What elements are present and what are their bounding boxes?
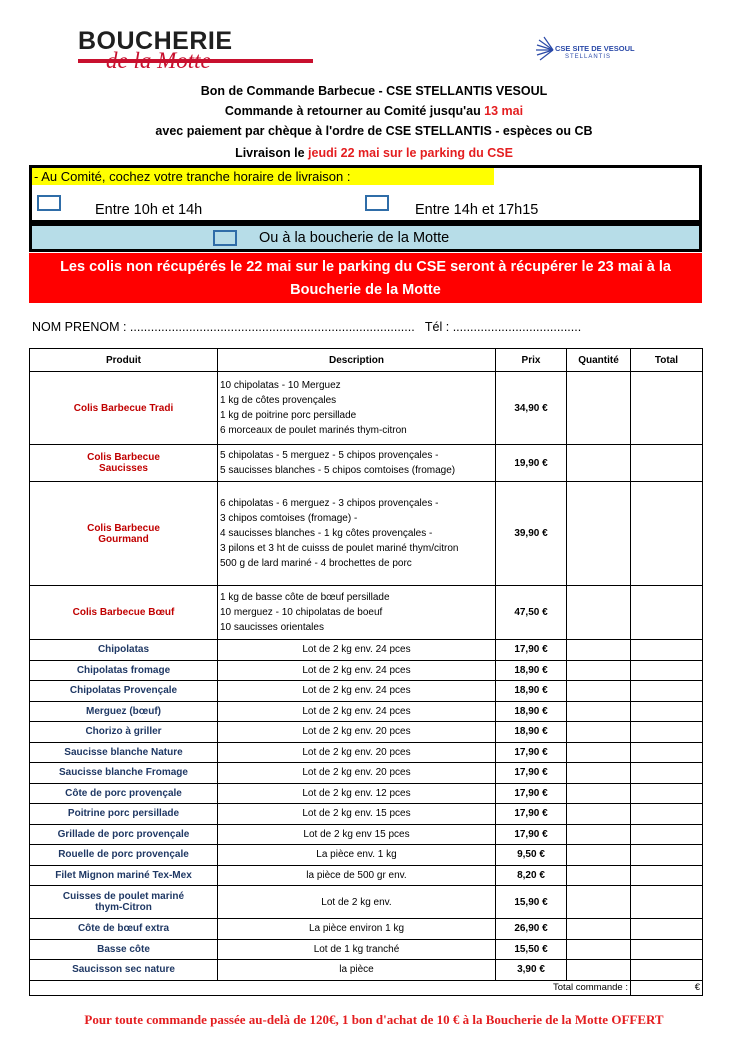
product-description: Lot de 2 kg env. 24 pces [218,701,496,722]
slot3-label: Ou à la boucherie de la Motte [259,230,450,246]
header-quantite: Quantité [567,349,631,372]
product-description: Lot de 2 kg env. 20 pces [218,763,496,784]
product-price: 15,50 € [496,939,567,960]
table-row [30,865,703,886]
order-form-title: Bon de Commande Barbecue - CSE STELLANTIS VESOUL [200,84,548,98]
product-price: 34,90 € [496,372,567,445]
product-name: Côte de bœuf extra [30,919,218,940]
quantity-cell[interactable] [567,660,631,681]
pickup-warning-banner [29,253,702,303]
logo-line2: de la Motte [106,48,211,73]
quantity-cell[interactable] [567,482,631,586]
boucherie-logo [78,28,318,76]
desc-line: 4 saucisses blanches - 1 kg côtes provençales - [220,528,433,539]
slot2-checkbox[interactable] [365,195,389,211]
quantity-cell[interactable] [567,701,631,722]
product-description: Lot de 2 kg env. 24 pces [218,660,496,681]
quantity-cell[interactable] [567,886,631,919]
banner-line2: Boucherie de la Motte [290,282,441,298]
product-name: Colis Barbecue Saucisses [30,445,218,482]
table-row [30,722,703,743]
quantity-cell[interactable] [567,960,631,981]
product-description [218,482,496,586]
simple-items [30,640,703,981]
promo-footer: Pour toute commande passée au-delà de 120€, 1 bon d'achat de 10 € à la Boucherie de la Motte OFFERT [84,1012,664,1027]
quantity-cell[interactable] [567,722,631,743]
slot1-checkbox[interactable] [37,195,61,211]
total-cell[interactable] [631,783,703,804]
table-row [30,804,703,825]
product-name: Basse côte [30,939,218,960]
total-cell[interactable] [631,763,703,784]
quantity-cell[interactable] [567,445,631,482]
table-row [30,824,703,845]
header-produit: Produit [30,349,218,372]
header-prix: Prix [496,349,567,372]
product-description: la pièce de 500 gr env. [218,865,496,886]
product-price: 8,20 € [496,865,567,886]
shop-pickup-box [29,223,702,252]
table-row [30,660,703,681]
product-price: 18,90 € [496,701,567,722]
product-price: 15,90 € [496,886,567,919]
total-cell[interactable] [631,482,703,586]
product-price: 26,90 € [496,919,567,940]
name-field[interactable]: NOM PRENOM : .................................................................................. [32,320,415,334]
total-cell[interactable] [631,722,703,743]
desc-line: 1 kg de basse côte de bœuf persillade [220,592,390,603]
desc-line: 6 chipolatas - 6 merguez - 3 chipos provençales - [220,498,439,509]
product-name: Côte de porc provençale [30,783,218,804]
total-row [30,980,703,995]
slot-instruction: - Au Comité, cochez votre tranche horaire de livraison : [32,168,494,185]
total-cell[interactable] [631,586,703,640]
desc-line: 5 chipolatas - 5 merguez - 5 chipos provençales - [220,450,439,461]
product-name: Colis Barbecue Tradi [30,372,218,445]
product-price: 17,90 € [496,763,567,784]
product-name: Colis Barbecue Bœuf [30,586,218,640]
total-cell[interactable] [631,865,703,886]
slot2-label: Entre 14h et 17h15 [415,202,539,218]
quantity-cell[interactable] [567,681,631,702]
order-table [29,348,703,996]
product-name: Rouelle de porc provençale [30,845,218,866]
product-price: 17,90 € [496,804,567,825]
quantity-cell[interactable] [567,783,631,804]
total-cell[interactable] [631,660,703,681]
total-cell[interactable] [631,824,703,845]
product-name: Chipolatas Provençale [30,681,218,702]
product-name: Colis Barbecue Gourmand [30,482,218,586]
product-price: 17,90 € [496,640,567,661]
table-row [30,742,703,763]
banner-line1: Les colis non récupérés le 22 mai sur le parking du CSE seront à récupérer le 23 mai à la [60,259,671,275]
total-cell[interactable] [631,640,703,661]
product-name: Merguez (bœuf) [30,701,218,722]
desc-line: 5 saucisses blanches - 5 chipos comtoises (fromage) [220,465,456,476]
quantity-cell[interactable] [567,865,631,886]
quantity-cell[interactable] [567,763,631,784]
table-row [30,886,703,919]
product-description: Lot de 1 kg tranché [218,939,496,960]
product-name: Chipolatas [30,640,218,661]
product-description: Lot de 2 kg env. 15 pces [218,804,496,825]
product-price: 19,90 € [496,445,567,482]
total-cell[interactable] [631,701,703,722]
product-price: 17,90 € [496,783,567,804]
slot1-label: Entre 10h et 14h [95,202,203,218]
desc-line: 3 pilons et 3 ht de cuisss de poulet mariné thym/citron [220,543,459,554]
table-row [30,372,703,445]
product-price: 17,90 € [496,742,567,763]
return-deadline-text: Commande à retourner au Comité jusqu'au [224,104,485,118]
cse-sunburst-icon [535,34,557,64]
product-name: Saucisse blanche Nature [30,742,218,763]
product-price: 18,90 € [496,722,567,743]
desc-line: 1 kg de côtes provençales [220,395,337,406]
total-cell[interactable] [631,804,703,825]
product-name: Filet Mignon mariné Tex-Mex [30,865,218,886]
delivery-slot-box [29,165,702,223]
table-row [30,763,703,784]
total-cell[interactable] [631,372,703,445]
product-description: Lot de 2 kg env 15 pces [218,824,496,845]
product-name: Chorizo à griller [30,722,218,743]
phone-field[interactable]: Tél : ..................................... [424,320,582,334]
quantity-cell[interactable] [567,804,631,825]
return-deadline [0,104,748,118]
product-description: Lot de 2 kg env. 20 pces [218,742,496,763]
cse-logo [535,34,645,68]
desc-line: 3 chipos comtoises (fromage) - [220,513,358,524]
product-price: 47,50 € [496,586,567,640]
product-name: Grillade de porc provençale [30,824,218,845]
table-row [30,939,703,960]
product-name: Poitrine porc persillade [30,804,218,825]
delivery-text: Livraison le [235,146,309,160]
product-description [218,586,496,640]
table-header-row [30,349,703,372]
product-description: Lot de 2 kg env. [218,886,496,919]
product-price: 39,90 € [496,482,567,586]
product-price: 3,90 € [496,960,567,981]
total-cell[interactable] [631,960,703,981]
desc-line: 10 merguez - 10 chipolatas de boeuf [220,607,383,618]
desc-line: 10 saucisses orientales [220,622,324,633]
product-name: Saucisse blanche Fromage [30,763,218,784]
product-price: 17,90 € [496,824,567,845]
table-row [30,919,703,940]
quantity-cell[interactable] [567,372,631,445]
product-description: la pièce [218,960,496,981]
table-row [30,482,703,586]
total-cell[interactable] [631,445,703,482]
table-row [30,783,703,804]
contact-line [32,320,581,334]
quantity-cell[interactable] [567,586,631,640]
product-name: Chipolatas fromage [30,660,218,681]
desc-line: 10 chipolatas - 10 Merguez [220,380,341,391]
quantity-cell[interactable] [567,845,631,866]
quantity-cell[interactable] [567,824,631,845]
product-description: Lot de 2 kg env. 20 pces [218,722,496,743]
table-row [30,960,703,981]
quantity-cell[interactable] [567,939,631,960]
product-name: Cuisses de poulet mariné thym-Citron [30,886,218,919]
quantity-cell[interactable] [567,640,631,661]
table-row [30,640,703,661]
product-name: Saucisson sec nature [30,960,218,981]
product-description [218,445,496,482]
table-row [30,681,703,702]
cse-logo-title: CSE SITE DE VESOUL [555,44,635,53]
delivery-date: jeudi 22 mai sur le parking du CSE [308,146,513,160]
total-cell[interactable] [631,845,703,866]
delivery-info [0,146,748,160]
logo-line1: BOUCHERIE [78,27,233,55]
product-description: Lot de 2 kg env. 12 pces [218,783,496,804]
product-price: 18,90 € [496,660,567,681]
product-description: La pièce environ 1 kg [218,919,496,940]
table-row [30,586,703,640]
total-cell[interactable] [631,886,703,919]
desc-line: 1 kg de poitrine porc persillade [220,410,357,421]
return-deadline-date: 13 mai [484,104,524,118]
total-label: Total commande : [30,980,631,995]
product-price: 18,90 € [496,681,567,702]
payment-info: avec paiement par chèque à l'ordre de CSE STELLANTIS - espèces ou CB [155,124,593,138]
product-description: La pièce env. 1 kg [218,845,496,866]
total-cell[interactable] [631,939,703,960]
product-price: 9,50 € [496,845,567,866]
total-cell[interactable] [631,742,703,763]
quantity-cell[interactable] [567,742,631,763]
table-row [30,701,703,722]
total-cell[interactable] [631,681,703,702]
product-description: Lot de 2 kg env. 24 pces [218,681,496,702]
desc-line: 6 morceaux de poulet marinés thym-citron [220,425,407,436]
product-description: Lot de 2 kg env. 24 pces [218,640,496,661]
total-cell[interactable] [631,919,703,940]
table-row [30,445,703,482]
table-row [30,845,703,866]
grand-total-cell[interactable]: € [631,980,703,995]
slot3-checkbox[interactable] [213,230,237,246]
desc-line: 500 g de lard mariné - 4 brochettes de porc [220,558,412,569]
header-description: Description [218,349,496,372]
cse-logo-subtitle: STELLANTIS [565,54,612,60]
product-description [218,372,496,445]
header-total: Total [631,349,703,372]
quantity-cell[interactable] [567,919,631,940]
